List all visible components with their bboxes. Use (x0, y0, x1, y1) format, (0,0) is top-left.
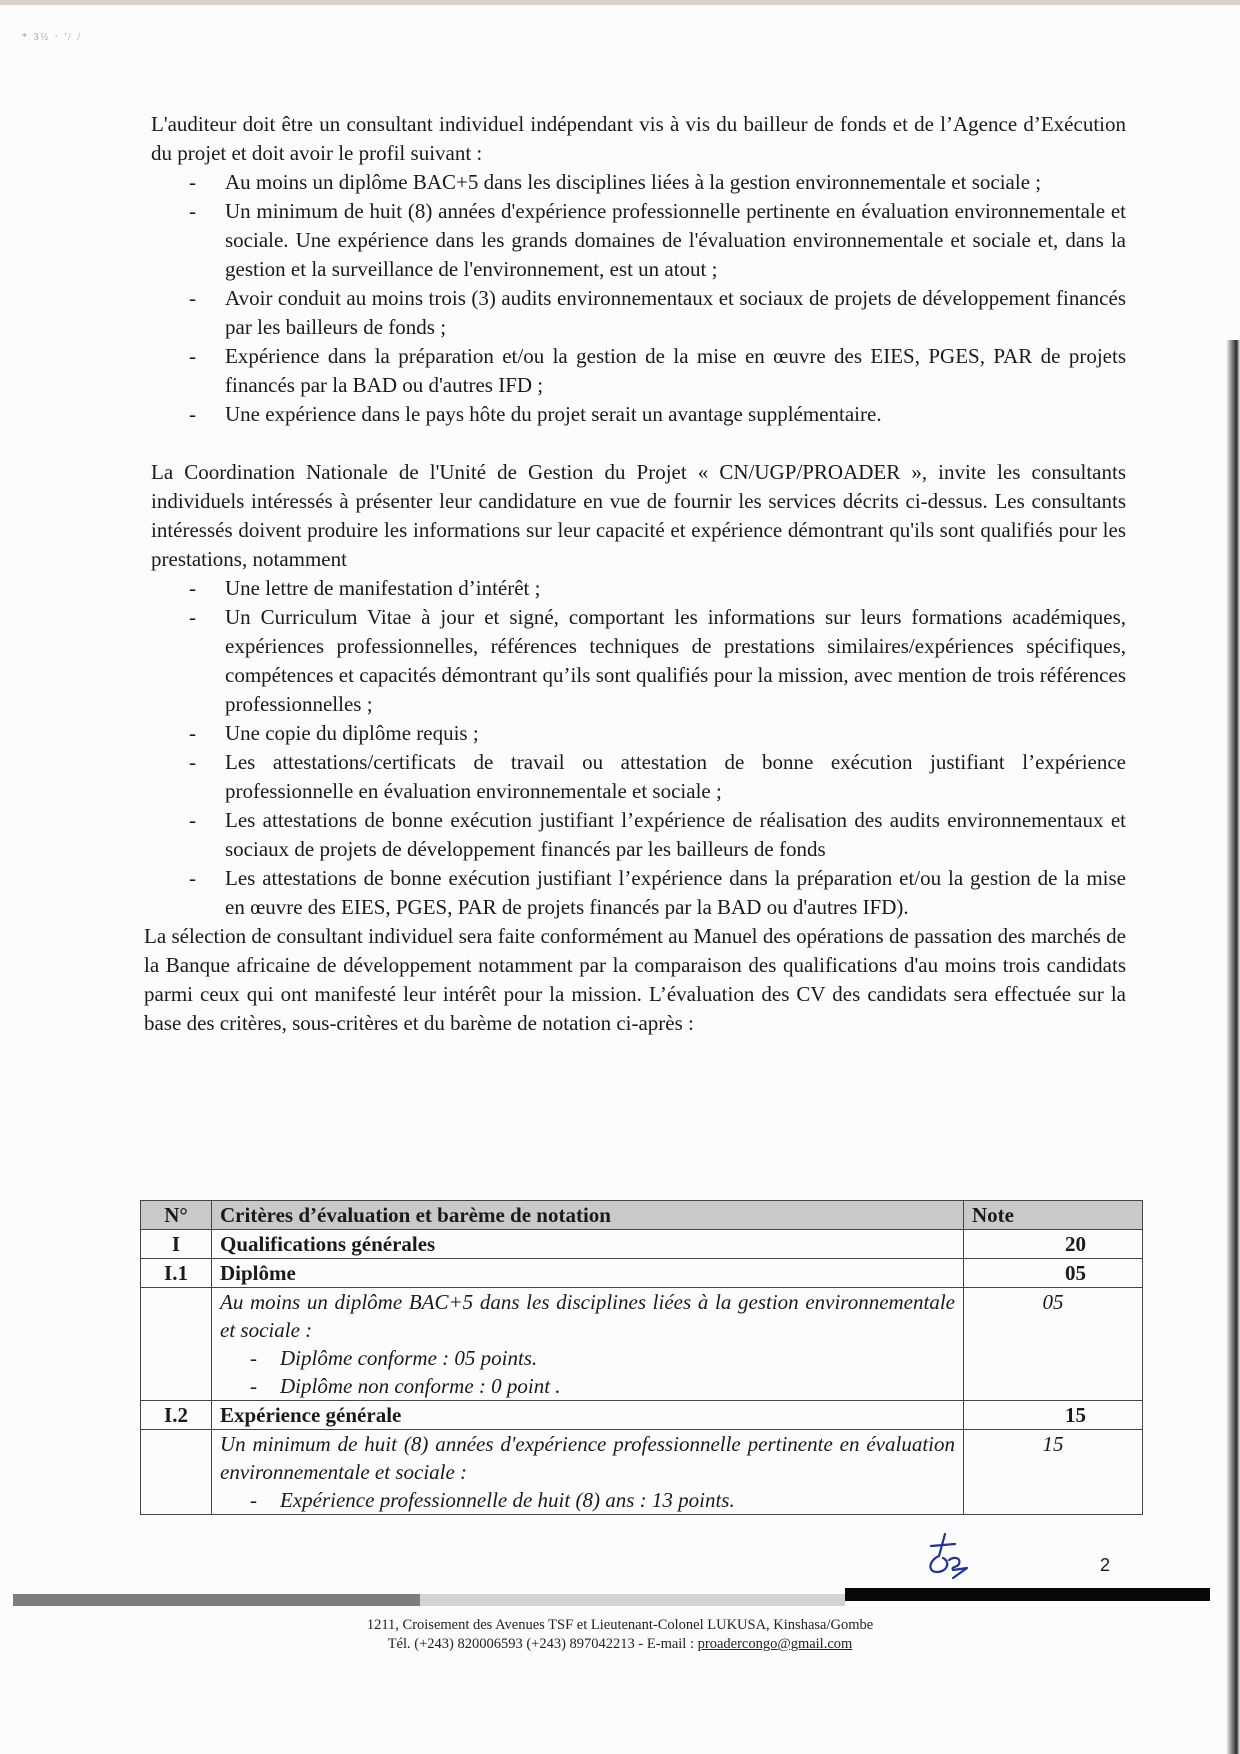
footer-bar-dark (13, 1594, 420, 1606)
profile-list (151, 168, 1126, 429)
row-number: I (141, 1230, 212, 1259)
row-number (141, 1430, 212, 1515)
row-number: I.1 (141, 1259, 212, 1288)
row-criteria (212, 1288, 964, 1401)
page-number: 2 (1100, 1555, 1111, 1575)
list-item: - Les attestations/certificats de travail ou attestation de bonne exécution justifiant l’expérience professionnelle en évaluation environnementale et sociale ; (151, 748, 1126, 806)
table-row (141, 1288, 1143, 1401)
row-number (141, 1288, 212, 1401)
list-item: - Une copie du diplôme requis ; (151, 719, 1126, 748)
row-criteria: Qualifications générales (212, 1230, 964, 1259)
footer-email-link[interactable]: proadercongo@gmail.com (697, 1636, 853, 1652)
criteria-subitems (220, 1486, 955, 1514)
criteria-description: Un minimum de huit (8) années d'expérience professionnelle pertinente en évaluation environnementale et sociale : (220, 1432, 955, 1484)
header-criteria: Critères d’évaluation et barème de notation (212, 1201, 964, 1230)
table-row (141, 1401, 1143, 1430)
footer-contact (0, 1636, 1240, 1653)
row-criteria: Expérience générale (212, 1401, 964, 1430)
list-item: - Expérience professionnelle de huit (8) ans : 13 points. (220, 1486, 955, 1514)
invitation-paragraph: La Coordination Nationale de l'Unité de Gestion du Projet « CN/UGP/PROADER », invite les consultants individuels intéressés à présenter leur candidature en vue de fournir les services décrits ci-dessus. Les consultants intéressés doivent produire les informations sur leur capacité et expérience démontrant qu'ils sont qualifiés pour les prestations, notamment (151, 460, 1126, 571)
table-row (141, 1259, 1143, 1288)
footer-phone: Tél. (+243) 820006593 (+243) 897042213 - E-mail : (387, 1636, 698, 1652)
intro-paragraph: L'auditeur doit être un consultant individuel indépendant vis à vis du bailleur de fonds et de l’Agence d’Exécution du projet et doit avoir le profil suivant : (151, 112, 1126, 165)
header-number: N° (141, 1201, 212, 1230)
scan-top-edge (0, 0, 1240, 5)
criteria-subitems (220, 1344, 955, 1400)
documents-list (151, 574, 1126, 922)
handwritten-initials-icon (925, 1530, 985, 1585)
row-note: 15 (964, 1401, 1143, 1430)
row-criteria: Diplôme (212, 1259, 964, 1288)
list-item: - Un Curriculum Vitae à jour et signé, comportant les informations sur leurs formations académiques, expériences professionnelles, références techniques de prestations similaires/expériences spécifiques, compétences et capacités démontrant qu’ils sont qualifiés pour la mission, avec mention de trois références professionnelles ; (151, 603, 1126, 719)
scan-marks: * 3½ · '/ / (22, 32, 83, 43)
evaluation-criteria-table (140, 1200, 1143, 1515)
scan-page-edge-shadow (1226, 340, 1240, 1754)
list-item: - Au moins un diplôme BAC+5 dans les disciplines liées à la gestion environnementale et sociale ; (151, 168, 1126, 197)
row-note: 20 (964, 1230, 1143, 1259)
list-item: - Les attestations de bonne exécution justifiant l’expérience dans la préparation et/ou la gestion de la mise en œuvre des EIES, PGES, PAR de projets financés par la BAD ou d'autres IFD). (151, 864, 1126, 922)
list-item: - Un minimum de huit (8) années d'expérience professionnelle pertinente en évaluation environnementale et sociale. Une expérience dans les grands domaines de l'évaluation environnementale et sociale et, dans la gestion et la surveillance de l'environnement, est un atout ; (151, 197, 1126, 284)
table-row (141, 1430, 1143, 1515)
list-item: - Diplôme conforme : 05 points. (220, 1344, 955, 1372)
list-item: - Une lettre de manifestation d’intérêt ; (151, 574, 1126, 603)
list-item: - Diplôme non conforme : 0 point . (220, 1372, 955, 1400)
footer-bar-black (845, 1588, 1210, 1601)
row-note: 15 (964, 1430, 1143, 1515)
table-header-row (141, 1201, 1143, 1230)
list-item: - Les attestations de bonne exécution justifiant l’expérience de réalisation des audits environnementaux et sociaux de projets de développement financés par les bailleurs de fonds (151, 806, 1126, 864)
header-note: Note (964, 1201, 1143, 1230)
row-criteria (212, 1430, 964, 1515)
row-number: I.2 (141, 1401, 212, 1430)
row-note: 05 (964, 1288, 1143, 1401)
list-item: - Expérience dans la préparation et/ou la gestion de la mise en œuvre des EIES, PGES, PAR de projets financés par la BAD ou d'autres IFD ; (151, 342, 1126, 400)
list-item: - Avoir conduit au moins trois (3) audits environnementaux et sociaux de projets de développement financés par les bailleurs de fonds ; (151, 284, 1126, 342)
list-item: - Une expérience dans le pays hôte du projet serait un avantage supplémentaire. (151, 400, 1126, 429)
document-body (144, 110, 1126, 1038)
criteria-description: Au moins un diplôme BAC+5 dans les disciplines liées à la gestion environnementale et sociale : (220, 1290, 955, 1342)
footer-address: 1211, Croisement des Avenues TSF et Lieutenant-Colonel LUKUSA, Kinshasa/Gombe (366, 1617, 874, 1633)
footer-bar-light (420, 1594, 845, 1606)
selection-paragraph: La sélection de consultant individuel sera faite conformément au Manuel des opérations de passation des marchés de la Banque africaine de développement notamment par la comparaison des qualifications d'au moins trois candidats parmi ceux qui ont manifesté leur intérêt pour la mission. L’évaluation des CV des candidats sera effectuée sur la base des critères, sous-critères et du barème de notation ci-après : (144, 924, 1126, 1035)
row-note: 05 (964, 1259, 1143, 1288)
table-row (141, 1230, 1143, 1259)
